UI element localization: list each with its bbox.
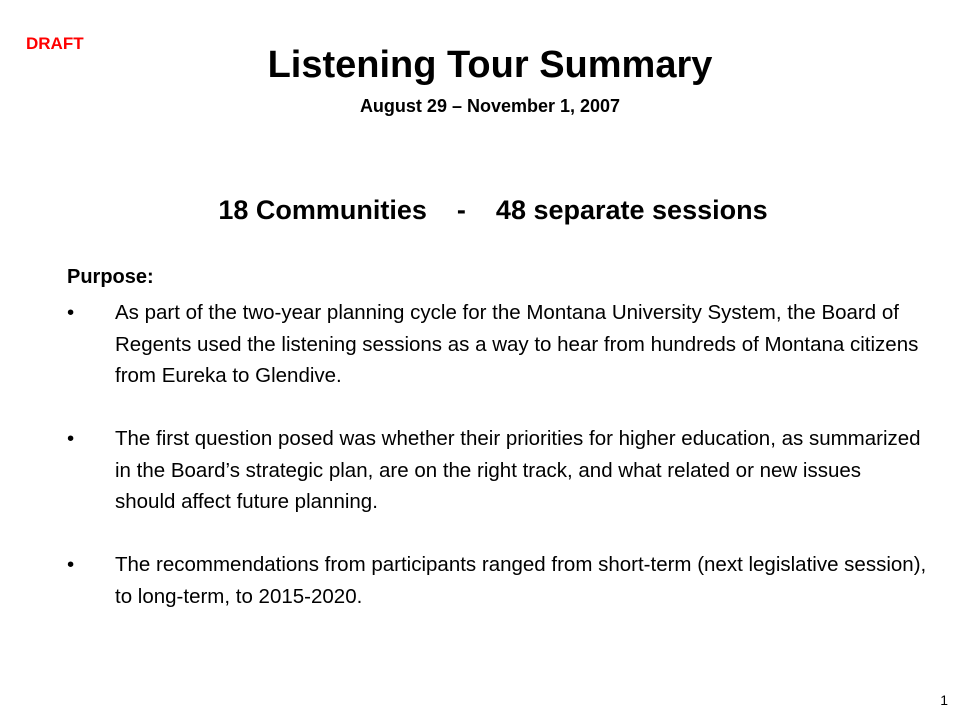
- bullet-text: As part of the two-year planning cycle for the Montana University System, the Board of Regents used the listening sessions as a way to hear from hundreds of Montana citizens from Eureka to Glendive.: [115, 301, 919, 387]
- bullet-item: [67, 549, 927, 612]
- purpose-heading: Purpose:: [67, 266, 154, 288]
- bullet-text: The recommendations from participants ranged from short-term (next legislative session), to long-term, to 2015-2020.: [115, 553, 927, 608]
- slide-title: Listening Tour Summary: [267, 44, 713, 86]
- bullet-item: [67, 423, 927, 518]
- bullet-marker: •: [67, 427, 75, 450]
- bullet-marker: •: [67, 553, 75, 576]
- purpose-bullet-list: [67, 297, 927, 644]
- sessions-headline: 18 Communities - 48 separate sessions: [218, 195, 768, 225]
- page-number: 1: [940, 692, 948, 708]
- slide-subtitle: August 29 – November 1, 2007: [359, 96, 621, 116]
- draft-label: DRAFT: [26, 34, 84, 53]
- bullet-marker: •: [67, 301, 75, 324]
- bullet-text: The first question posed was whether their priorities for higher education, as summarized in the Board’s strategic plan, are on the right track, and what related or new issues should affect future planning.: [115, 427, 921, 513]
- bullet-item: [67, 297, 927, 392]
